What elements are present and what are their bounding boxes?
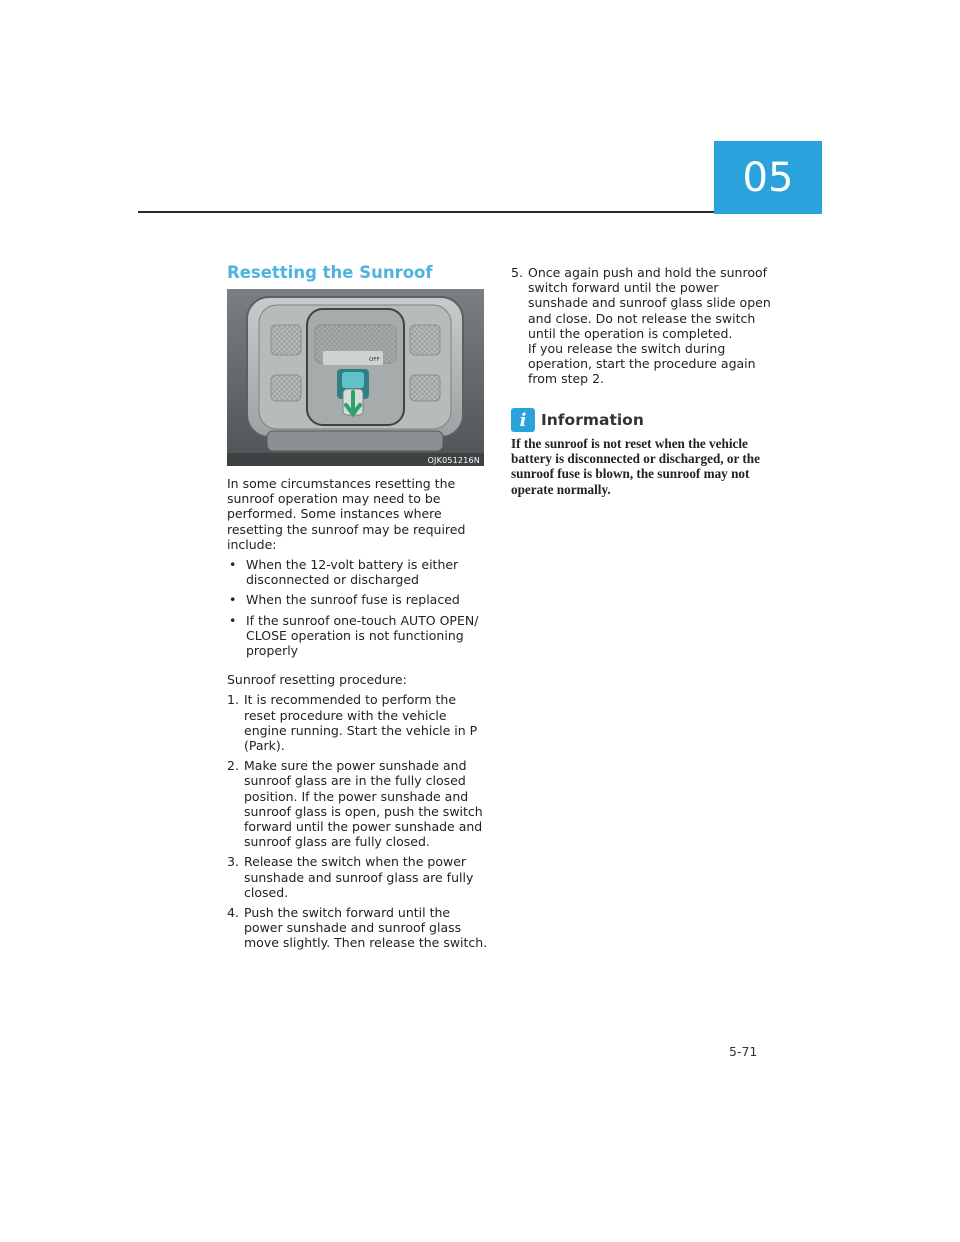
bullet-marker: • bbox=[229, 592, 237, 608]
list-item bbox=[227, 557, 489, 587]
step-item bbox=[227, 905, 489, 951]
step-text: Push the switch forward until the power sunshade and sunroof glass move slightly. Then release the switch. bbox=[244, 905, 488, 951]
bullet-marker: • bbox=[229, 612, 237, 628]
list-item bbox=[227, 592, 489, 607]
step-text: Once again push and hold the sunroof switch forward until the power sunshade and sunroof glass slide open and close. Do not release the switch until the operation is completed. bbox=[528, 265, 771, 341]
step-note: If you release the switch during operation, start the procedure again from step 2. bbox=[528, 341, 756, 387]
step-text: It is recommended to perform the reset procedure with the vehicle engine running. Start the vehicle in P (Park). bbox=[244, 692, 478, 754]
step-text: Release the switch when the power sunshade and sunroof glass are fully closed. bbox=[244, 854, 474, 900]
section-title: Resetting the Sunroof bbox=[227, 263, 433, 282]
header-rule bbox=[138, 211, 714, 213]
page-number: 5-71 bbox=[729, 1044, 758, 1059]
information-title: Information bbox=[541, 411, 644, 429]
bullet-text: If the sunroof one-touch AUTO OPEN/ CLOSE operation is not functioning properly bbox=[246, 612, 479, 659]
chapter-tab bbox=[714, 141, 822, 214]
step-number: 4. bbox=[227, 905, 239, 921]
intro-paragraph: In some circumstances resetting the sunroof operation may need to be performed. Some instances where resetting the sunroof may be required include: bbox=[227, 476, 466, 552]
information-heading bbox=[511, 408, 644, 432]
switch-off-label: OFF bbox=[369, 357, 380, 363]
overhead-console-illustration bbox=[227, 289, 484, 466]
step-number: 5. bbox=[511, 265, 523, 280]
bullet-text: When the sunroof fuse is replaced bbox=[246, 592, 460, 608]
step-item bbox=[227, 692, 489, 753]
step-item bbox=[511, 265, 777, 341]
information-body: If the sunroof is not reset when the vehicle battery is disconnected or discharged, or the sunroof fuse is blown, the sunroof may not operate normally. bbox=[511, 436, 760, 497]
list-item bbox=[227, 613, 489, 659]
step-number: 1. bbox=[227, 692, 239, 708]
figure-code: OJK051216N bbox=[427, 456, 480, 465]
step-number: 2. bbox=[227, 758, 239, 774]
info-icon: i bbox=[511, 408, 535, 432]
bullet-text: When the 12-volt battery is either disconnected or discharged bbox=[246, 557, 459, 588]
right-column bbox=[511, 265, 777, 387]
sunroof-switch-figure bbox=[227, 289, 484, 466]
procedure-title: Sunroof resetting procedure: bbox=[227, 672, 407, 688]
step-text: Make sure the power sunshade and sunroof glass are in the fully closed position. If the power sunshade and sunroof glass is open, push the switch forward until the power sunshade and sunroof glass are fully closed. bbox=[244, 758, 483, 850]
chapter-number: 05 bbox=[742, 154, 794, 201]
left-column bbox=[227, 476, 489, 951]
step-item bbox=[227, 758, 489, 849]
bullet-marker: • bbox=[229, 557, 237, 573]
step-item bbox=[227, 854, 489, 900]
step-number: 3. bbox=[227, 854, 239, 870]
